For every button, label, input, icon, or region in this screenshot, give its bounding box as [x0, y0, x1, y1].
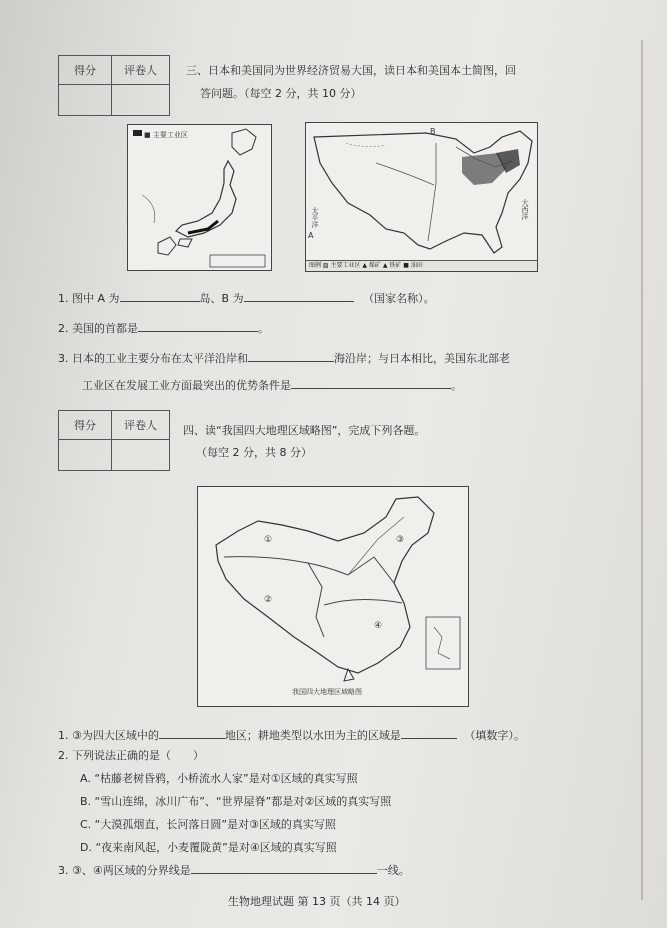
- s4-q1-suffix: （填数字）。: [464, 729, 525, 742]
- china-region-3: ③: [396, 535, 405, 545]
- s3-q3-line2-text: 工业区在发展工业方面最突出的优势条件是: [82, 379, 291, 392]
- s4-q2-option-a[interactable]: A. “枯藤老树昏鸦，小桥流水人家”是对①区域的真实写照: [80, 772, 358, 785]
- usa-ocean-right: 大西洋: [521, 199, 529, 220]
- japan-map: [127, 124, 272, 271]
- s4-q1-blank-a[interactable]: [159, 727, 225, 739]
- s3-q3-mid: 海沿岸；与日本相比，美国东北部老: [334, 352, 510, 365]
- japan-map-legend: ■ 主要工业区: [144, 131, 188, 139]
- s4-q3-blank[interactable]: [191, 862, 377, 874]
- china-regions-map: [197, 486, 469, 707]
- s4-q1-num: 1.: [58, 729, 69, 742]
- s3-q3-blank-b[interactable]: [291, 377, 451, 389]
- s4-q3: [58, 862, 410, 878]
- score-cell[interactable]: [59, 440, 112, 471]
- japan-map-drawing: [128, 125, 271, 270]
- usa-map-legend: 图例 ▨ 主要工业区 ▲ 煤矿 ▲ 铁矿 ■ 油田: [306, 260, 537, 271]
- s3-q2: [58, 320, 269, 336]
- s3-q3-line2: [82, 377, 462, 393]
- usa-label-b: B: [430, 127, 436, 136]
- s4-q3-num: 3.: [58, 864, 69, 877]
- page-fold-line: [641, 40, 643, 900]
- china-map-drawing: [198, 487, 468, 706]
- usa-map-drawing: [306, 123, 537, 271]
- usa-label-a: A: [308, 231, 314, 240]
- score-table-section3: [58, 55, 170, 116]
- grader-cell[interactable]: [112, 440, 170, 471]
- section4-subtitle: （每空 2 分，共 8 分）: [196, 446, 312, 459]
- grader-header: 评卷人: [112, 411, 170, 440]
- s3-q2-num: 2.: [58, 322, 69, 335]
- s4-q1: [58, 727, 525, 743]
- section4-title: 四、读“我国四大地理区域略图”，完成下列各题。: [183, 424, 426, 437]
- usa-ocean-left: 太平洋: [311, 207, 319, 228]
- score-header: 得分: [59, 411, 112, 440]
- s4-q2-option-c[interactable]: C. “大漠孤烟直，长河落日圆”是对③区域的真实写照: [80, 818, 336, 831]
- s4-q2-option-b[interactable]: B. “雪山连绵，冰川广布”、“世界屋脊”都是对②区域的真实写照: [80, 795, 392, 808]
- section3-title-cont: 答问题。（每空 2 分，共 10 分）: [200, 87, 362, 100]
- china-region-1: ①: [264, 535, 273, 545]
- s3-q2-blank[interactable]: [138, 320, 258, 332]
- s4-q3-prefix: ③、④两区域的分界线是: [72, 864, 191, 877]
- page-footer: 生物地理试题 第 13 页（共 14 页）: [228, 895, 406, 908]
- grader-header: 评卷人: [112, 56, 170, 85]
- china-map-caption: 我国四大地理区域略图: [292, 688, 362, 696]
- s4-q1-mid: 地区；耕地类型以水田为主的区域是: [224, 729, 401, 742]
- china-region-4: ④: [374, 621, 383, 631]
- s4-q2-option-d[interactable]: D. “夜来南风起，小麦覆陇黄”是对④区域的真实写照: [80, 841, 337, 854]
- score-cell[interactable]: [59, 85, 112, 116]
- s3-q1: [58, 290, 435, 306]
- s4-q2-num: 2.: [58, 749, 69, 762]
- s3-q1-prefix: 图中 A 为: [72, 292, 120, 305]
- s3-q1-blank-a[interactable]: [120, 290, 200, 302]
- score-header: 得分: [59, 56, 112, 85]
- s3-q1-blank-b[interactable]: [244, 290, 354, 302]
- s3-q3-num: 3.: [58, 352, 69, 365]
- s3-q1-num: 1.: [58, 292, 69, 305]
- s4-q3-suffix: 一线。: [376, 864, 410, 877]
- s3-q2-prefix: 美国的首都是: [72, 322, 138, 335]
- s4-q2: [58, 749, 204, 763]
- s4-q2-text: 下列说法正确的是（ ）: [72, 749, 204, 762]
- grader-cell[interactable]: [112, 85, 170, 116]
- s3-q3-blank-a[interactable]: [248, 350, 334, 362]
- china-region-2: ②: [264, 595, 273, 605]
- score-table-section4: [58, 410, 170, 471]
- s4-q1-prefix: ③为四大区域中的: [72, 729, 159, 742]
- s3-q1-mid: 岛、B 为: [199, 292, 244, 305]
- s4-q1-blank-b[interactable]: [401, 727, 457, 739]
- section3-title: 三、日本和美国同为世界经济贸易大国，读日本和美国本土简图，回: [186, 64, 516, 77]
- s3-q2-suffix: 。: [258, 322, 269, 335]
- usa-map: [305, 122, 538, 272]
- s3-q3: [58, 350, 510, 366]
- s3-q3-suffix: 。: [451, 379, 462, 392]
- s3-q3-prefix: 日本的工业主要分布在太平洋沿岸和: [72, 352, 248, 365]
- s3-q1-suffix: （国家名称）。: [363, 292, 435, 305]
